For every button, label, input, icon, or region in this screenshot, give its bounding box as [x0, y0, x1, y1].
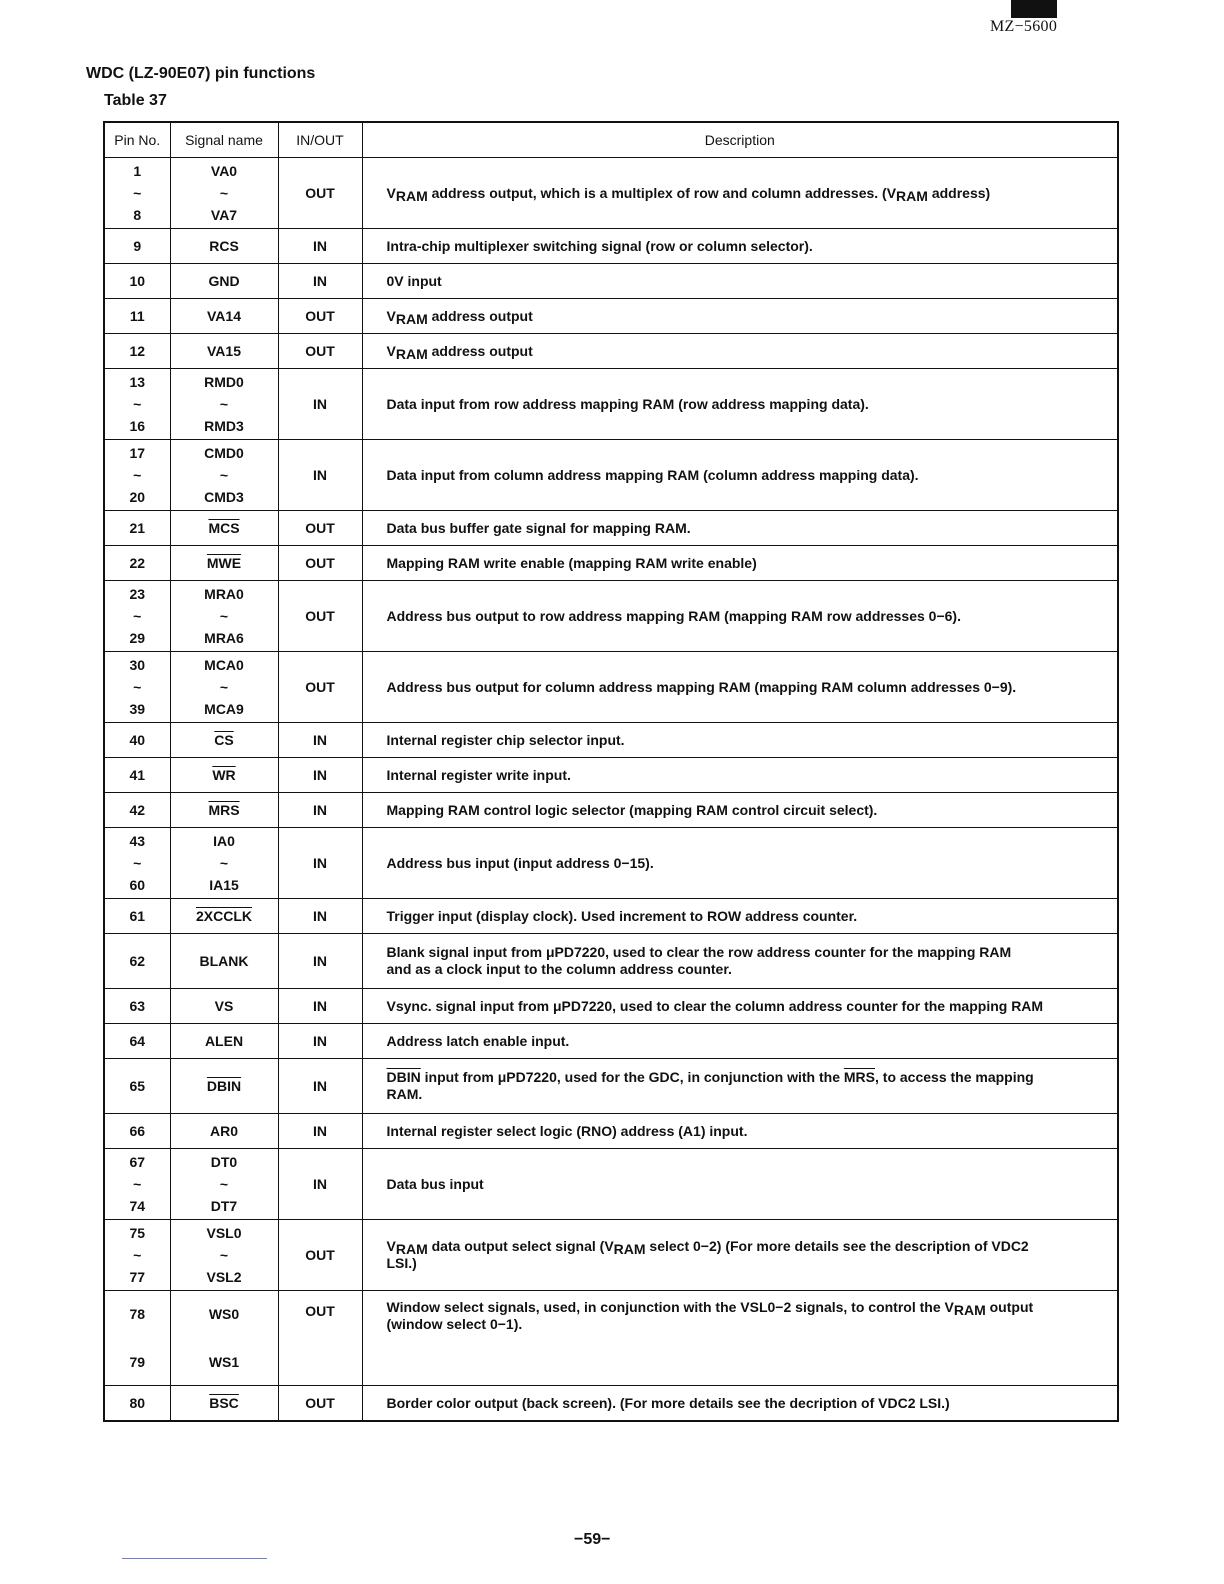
table-row [104, 581, 1118, 652]
pin-cell: 65 [104, 1059, 170, 1114]
signal-cell: MCA0 ~ MCA9 [170, 652, 278, 723]
io-cell: IN [278, 1024, 362, 1059]
table-row [104, 1059, 1118, 1114]
signal-cell: MRA0 ~ MRA6 [170, 581, 278, 652]
table-row [104, 1024, 1118, 1059]
description-cell: Intra-chip multiplexer switching signal (row or column selector). [362, 229, 1118, 264]
io-cell: OUT [278, 652, 362, 723]
io-cell: OUT [278, 299, 362, 334]
io-cell: IN [278, 1059, 362, 1114]
table-row [104, 899, 1118, 934]
io-cell: OUT [278, 158, 362, 229]
table-row [104, 1291, 1118, 1386]
table-row [104, 934, 1118, 989]
signal-cell: 2XCCLK [170, 899, 278, 934]
table-row [104, 828, 1118, 899]
signal-cell: $\overline{BSC}$ [170, 1386, 278, 1422]
io-cell: OUT [278, 1220, 362, 1291]
header-pin-no: Pin No. [104, 122, 170, 158]
signal-cell: ALEN [170, 1024, 278, 1059]
pin-cell: 78 79 [104, 1291, 170, 1386]
signal-cell: RCS [170, 229, 278, 264]
signal-cell: GND [170, 264, 278, 299]
table-header-row [104, 122, 1118, 158]
footer-divider [122, 1558, 267, 1559]
io-cell: OUT [278, 511, 362, 546]
io-cell: IN [278, 1114, 362, 1149]
header-signal-name: Signal name [170, 122, 278, 158]
signal-cell: VA14 [170, 299, 278, 334]
pin-cell: 22 [104, 546, 170, 581]
table-row [104, 1386, 1118, 1422]
description-cell: Data input from row address mapping RAM (row address mapping data). [362, 369, 1118, 440]
pin-cell: 43 ~ 60 [104, 828, 170, 899]
pin-cell: 30 ~ 39 [104, 652, 170, 723]
signal-cell: VA0 ~ VA7 [170, 158, 278, 229]
table-row [104, 334, 1118, 369]
pin-cell: 23 ~ 29 [104, 581, 170, 652]
table-row [104, 723, 1118, 758]
pin-cell: 41 [104, 758, 170, 793]
io-cell: IN [278, 264, 362, 299]
description-cell: 0V input [362, 264, 1118, 299]
description-cell: Mapping RAM control logic selector (mapping RAM control circuit select). [362, 793, 1118, 828]
table-row [104, 1149, 1118, 1220]
pin-cell: 80 [104, 1386, 170, 1422]
description-cell: Blank signal input from μPD7220, used to clear the row address counter for the mapping RAM and as a clock input to the column address counter. [362, 934, 1118, 989]
io-cell: IN [278, 793, 362, 828]
table-row [104, 989, 1118, 1024]
signal-cell: BLANK [170, 934, 278, 989]
signal-cell: VS [170, 989, 278, 1024]
io-cell: IN [278, 758, 362, 793]
description-cell: DBIN input from μPD7220, used for the GDC, in conjunction with the $\overline{MRS}$, to access the mapping RAM. [362, 1059, 1118, 1114]
description-cell: Address bus output to row address mapping RAM (mapping RAM row addresses 0−6). [362, 581, 1118, 652]
pin-cell: 61 [104, 899, 170, 934]
table-row [104, 1114, 1118, 1149]
io-cell: OUT [278, 546, 362, 581]
table-row [104, 511, 1118, 546]
pin-cell: 66 [104, 1114, 170, 1149]
io-cell: IN [278, 899, 362, 934]
description-cell: Internal register write input. [362, 758, 1118, 793]
description-cell: Data bus input [362, 1149, 1118, 1220]
pin-cell: 17 ~ 20 [104, 440, 170, 511]
pin-cell: 64 [104, 1024, 170, 1059]
io-cell: IN [278, 229, 362, 264]
io-cell: IN [278, 934, 362, 989]
signal-cell: CMD0 ~ CMD3 [170, 440, 278, 511]
table-row [104, 758, 1118, 793]
table-row [104, 652, 1118, 723]
header-in-out: IN/OUT [278, 122, 362, 158]
description-cell: Data bus buffer gate signal for mapping RAM. [362, 511, 1118, 546]
io-cell: IN [278, 723, 362, 758]
io-cell: OUT [278, 581, 362, 652]
signal-cell: AR0 [170, 1114, 278, 1149]
io-cell: IN [278, 440, 362, 511]
signal-cell: $\overline{MRS}$ [170, 793, 278, 828]
pin-cell: 62 [104, 934, 170, 989]
table-row [104, 229, 1118, 264]
table-row [104, 546, 1118, 581]
pin-cell: 75 ~ 77 [104, 1220, 170, 1291]
page-number: −59− [574, 1531, 611, 1548]
description-cell: VRAM address output, which is a multiplex of row and column addresses. (VRAM address) [362, 158, 1118, 229]
pin-cell: 63 [104, 989, 170, 1024]
description-cell: Internal register select logic (RNO) address (A1) input. [362, 1114, 1118, 1149]
signal-cell: WS0 WS1 [170, 1291, 278, 1386]
pin-cell: 12 [104, 334, 170, 369]
description-cell: VRAM address output [362, 334, 1118, 369]
table-row [104, 369, 1118, 440]
io-cell: IN [278, 369, 362, 440]
header-description: Description [362, 122, 1118, 158]
signal-cell: IA0 ~ IA15 [170, 828, 278, 899]
description-cell: Address bus input (input address 0−15). [362, 828, 1118, 899]
description-cell: Border color output (back screen). (For more details see the decription of VDC2 LSI.) [362, 1386, 1118, 1422]
io-cell: OUT [278, 1386, 362, 1422]
description-cell: VRAM data output select signal (VRAM select 0−2) (For more details see the description of VDC2 LSI.) [362, 1220, 1118, 1291]
signal-cell: VSL0 ~ VSL2 [170, 1220, 278, 1291]
pin-function-table [103, 121, 1119, 1422]
signal-cell: $\overline{MCS}$ [170, 511, 278, 546]
description-cell: VRAM address output [362, 299, 1118, 334]
signal-cell: VA15 [170, 334, 278, 369]
document-title: WDC (LZ-90E07) pin functions [86, 65, 316, 82]
pin-cell: 9 [104, 229, 170, 264]
table-row [104, 793, 1118, 828]
table-row [104, 264, 1118, 299]
pin-cell: 11 [104, 299, 170, 334]
table-row [104, 299, 1118, 334]
description-cell: Window select signals, used, in conjunction with the VSL0−2 signals, to control the VRAM output (window select 0−1). [362, 1291, 1118, 1386]
signal-cell: $\overline{MWE}$ [170, 546, 278, 581]
io-cell: IN [278, 989, 362, 1024]
table-caption: Table 37 [104, 92, 167, 109]
description-cell: Mapping RAM write enable (mapping RAM write enable) [362, 546, 1118, 581]
table-row [104, 1220, 1118, 1291]
table-row [104, 158, 1118, 229]
description-cell: Internal register chip selector input. [362, 723, 1118, 758]
signal-cell: RMD0 ~ RMD3 [170, 369, 278, 440]
signal-cell: DBIN [170, 1059, 278, 1114]
model-number: MZ−5600 [990, 18, 1058, 35]
pin-cell: 13 ~ 16 [104, 369, 170, 440]
io-cell: OUT [278, 1291, 362, 1386]
header-corner-block [1011, 0, 1057, 18]
pin-cell: 21 [104, 511, 170, 546]
signal-cell: DT0 ~ DT7 [170, 1149, 278, 1220]
description-cell: Address bus output for column address mapping RAM (mapping RAM column addresses 0−9). [362, 652, 1118, 723]
pin-cell: 40 [104, 723, 170, 758]
description-cell: Vsync. signal input from μPD7220, used to clear the column address counter for the mapping RAM [362, 989, 1118, 1024]
pin-cell: 10 [104, 264, 170, 299]
io-cell: IN [278, 1149, 362, 1220]
description-cell: Data input from column address mapping RAM (column address mapping data). [362, 440, 1118, 511]
io-cell: OUT [278, 334, 362, 369]
io-cell: IN [278, 828, 362, 899]
description-cell: Trigger input (display clock). Used increment to ROW address counter. [362, 899, 1118, 934]
pin-cell: 1 ~ 8 [104, 158, 170, 229]
pin-cell: 42 [104, 793, 170, 828]
signal-cell: $\overline{CS}$ [170, 723, 278, 758]
pin-cell: 67 ~ 74 [104, 1149, 170, 1220]
signal-cell: $\overline{WR}$ [170, 758, 278, 793]
description-cell: Address latch enable input. [362, 1024, 1118, 1059]
table-row [104, 440, 1118, 511]
